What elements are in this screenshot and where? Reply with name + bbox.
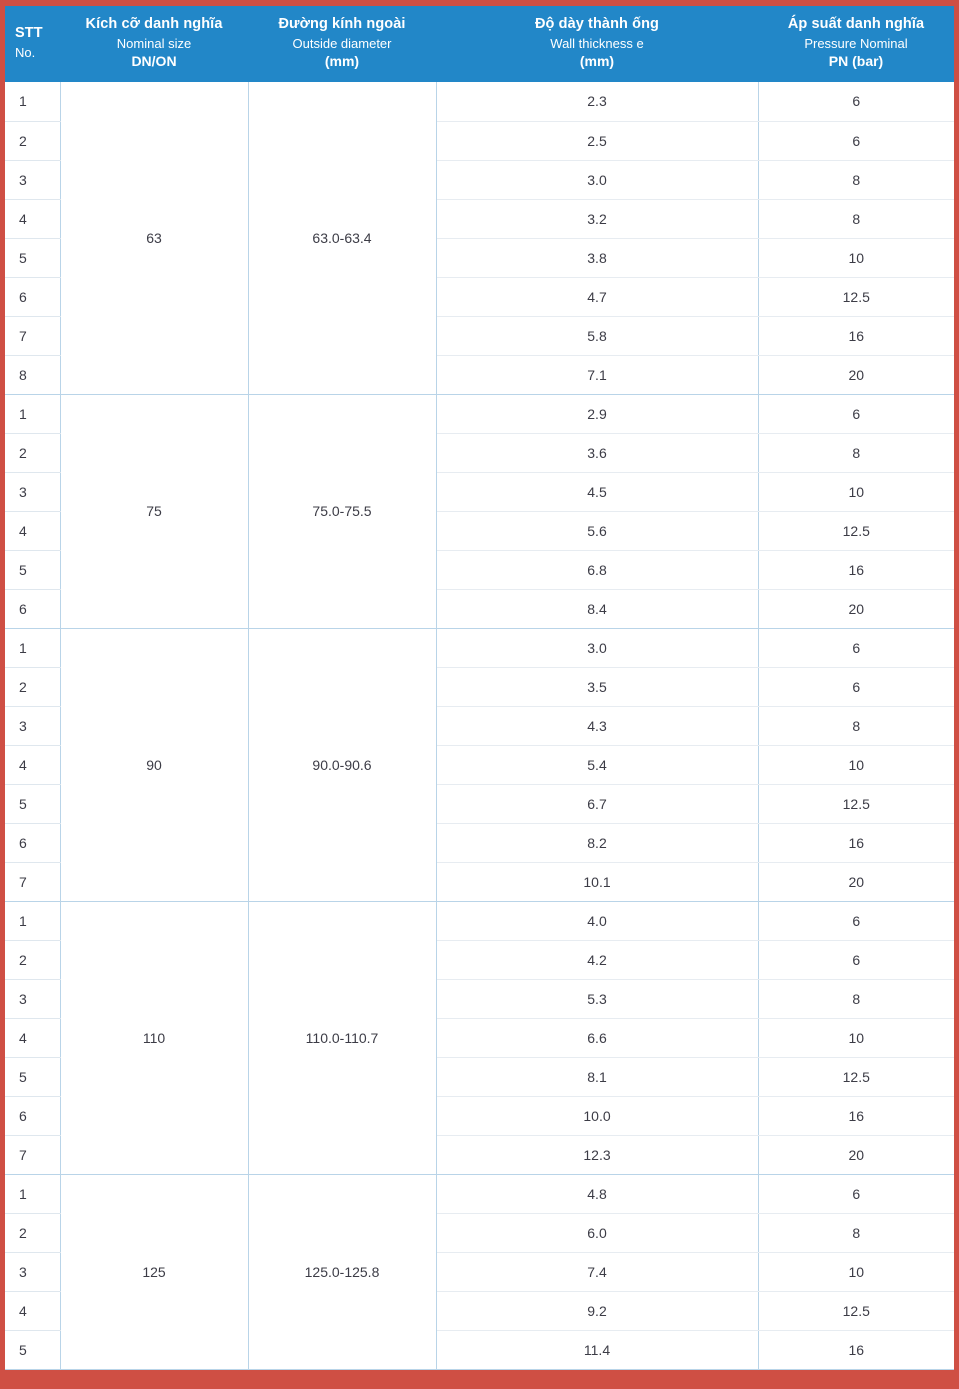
table-body	[5, 82, 954, 1369]
column-header-nominal-size-en: Nominal size	[116, 35, 192, 51]
cell-pressure-nominal: 16	[758, 1096, 954, 1135]
cell-no: 7	[5, 1135, 60, 1174]
cell-wall-thickness: 12.3	[436, 1135, 758, 1174]
table-row	[5, 394, 954, 433]
cell-pressure-nominal: 20	[758, 862, 954, 901]
cell-pressure-nominal: 16	[758, 550, 954, 589]
cell-wall-thickness: 4.0	[436, 901, 758, 940]
cell-pressure-nominal: 10	[758, 745, 954, 784]
table-row	[5, 82, 954, 121]
column-header-stt-en: No.	[15, 45, 36, 60]
cell-wall-thickness: 3.8	[436, 238, 758, 277]
cell-wall-thickness: 5.6	[436, 511, 758, 550]
cell-wall-thickness: 6.6	[436, 1018, 758, 1057]
cell-wall-thickness: 8.1	[436, 1057, 758, 1096]
pipe-specification-table	[5, 6, 954, 1370]
cell-pressure-nominal: 8	[758, 979, 954, 1018]
cell-pressure-nominal: 16	[758, 1330, 954, 1369]
cell-nominal-size: 110	[60, 901, 248, 1174]
table-row	[5, 901, 954, 940]
cell-no: 6	[5, 277, 60, 316]
cell-pressure-nominal: 12.5	[758, 784, 954, 823]
cell-outside-diameter: 125.0-125.8	[248, 1174, 436, 1369]
cell-pressure-nominal: 20	[758, 355, 954, 394]
cell-wall-thickness: 5.3	[436, 979, 758, 1018]
cell-pressure-nominal: 12.5	[758, 511, 954, 550]
table-header	[5, 6, 954, 82]
column-header-stt	[5, 6, 60, 82]
cell-no: 7	[5, 862, 60, 901]
cell-wall-thickness: 2.9	[436, 394, 758, 433]
column-header-wall-thickness	[436, 6, 758, 82]
cell-pressure-nominal: 10	[758, 1018, 954, 1057]
cell-nominal-size: 75	[60, 394, 248, 628]
table-row	[5, 628, 954, 667]
cell-no: 2	[5, 667, 60, 706]
cell-pressure-nominal: 10	[758, 472, 954, 511]
cell-outside-diameter: 110.0-110.7	[248, 901, 436, 1174]
cell-no: 5	[5, 1330, 60, 1369]
column-header-pressure-nominal-unit: PN (bar)	[828, 53, 884, 70]
column-header-nominal-size-unit: DN/ON	[131, 53, 177, 70]
cell-no: 3	[5, 160, 60, 199]
table-row	[5, 1174, 954, 1213]
column-header-pressure-nominal-en: Pressure Nominal	[804, 35, 908, 51]
column-header-outside-diameter-vi: Đường kính ngoài	[278, 16, 406, 32]
cell-no: 2	[5, 940, 60, 979]
cell-wall-thickness: 5.4	[436, 745, 758, 784]
cell-wall-thickness: 4.3	[436, 706, 758, 745]
cell-pressure-nominal: 6	[758, 940, 954, 979]
cell-wall-thickness: 10.1	[436, 862, 758, 901]
cell-no: 2	[5, 121, 60, 160]
cell-wall-thickness: 3.6	[436, 433, 758, 472]
cell-pressure-nominal: 8	[758, 433, 954, 472]
cell-wall-thickness: 3.5	[436, 667, 758, 706]
cell-wall-thickness: 6.8	[436, 550, 758, 589]
cell-no: 4	[5, 1018, 60, 1057]
cell-nominal-size: 63	[60, 82, 248, 394]
cell-pressure-nominal: 16	[758, 316, 954, 355]
column-header-wall-thickness-en: Wall thickness e	[550, 35, 644, 51]
cell-no: 4	[5, 199, 60, 238]
cell-wall-thickness: 3.0	[436, 160, 758, 199]
cell-no: 1	[5, 394, 60, 433]
cell-wall-thickness: 6.7	[436, 784, 758, 823]
cell-pressure-nominal: 8	[758, 199, 954, 238]
cell-no: 5	[5, 784, 60, 823]
cell-wall-thickness: 8.4	[436, 589, 758, 628]
cell-no: 5	[5, 550, 60, 589]
header-row	[5, 6, 954, 82]
cell-no: 2	[5, 1213, 60, 1252]
cell-wall-thickness: 7.4	[436, 1252, 758, 1291]
cell-wall-thickness: 4.8	[436, 1174, 758, 1213]
cell-wall-thickness: 4.5	[436, 472, 758, 511]
cell-no: 1	[5, 628, 60, 667]
column-header-wall-thickness-unit: (mm)	[579, 53, 615, 70]
cell-no: 4	[5, 511, 60, 550]
cell-nominal-size: 90	[60, 628, 248, 901]
column-header-pressure-nominal	[758, 6, 954, 82]
cell-pressure-nominal: 12.5	[758, 277, 954, 316]
cell-no: 1	[5, 82, 60, 121]
cell-wall-thickness: 11.4	[436, 1330, 758, 1369]
cell-pressure-nominal: 6	[758, 901, 954, 940]
column-header-outside-diameter-en: Outside diameter	[292, 35, 392, 51]
cell-wall-thickness: 3.0	[436, 628, 758, 667]
cell-no: 1	[5, 901, 60, 940]
cell-pressure-nominal: 8	[758, 1213, 954, 1252]
column-header-nominal-size-vi: Kích cỡ danh nghĩa	[85, 16, 223, 32]
cell-wall-thickness: 8.2	[436, 823, 758, 862]
cell-pressure-nominal: 8	[758, 160, 954, 199]
cell-wall-thickness: 3.2	[436, 199, 758, 238]
cell-outside-diameter: 90.0-90.6	[248, 628, 436, 901]
cell-no: 6	[5, 589, 60, 628]
column-header-wall-thickness-vi: Độ dày thành ống	[534, 16, 660, 32]
cell-no: 5	[5, 238, 60, 277]
cell-no: 7	[5, 316, 60, 355]
column-header-nominal-size	[60, 6, 248, 82]
cell-wall-thickness: 7.1	[436, 355, 758, 394]
column-header-stt-vi: STT	[15, 25, 43, 42]
cell-no: 5	[5, 1057, 60, 1096]
cell-pressure-nominal: 20	[758, 1135, 954, 1174]
cell-pressure-nominal: 6	[758, 394, 954, 433]
cell-no: 3	[5, 979, 60, 1018]
cell-pressure-nominal: 12.5	[758, 1057, 954, 1096]
cell-outside-diameter: 75.0-75.5	[248, 394, 436, 628]
cell-wall-thickness: 9.2	[436, 1291, 758, 1330]
cell-pressure-nominal: 6	[758, 628, 954, 667]
cell-no: 3	[5, 472, 60, 511]
cell-no: 2	[5, 433, 60, 472]
cell-wall-thickness: 2.3	[436, 82, 758, 121]
cell-outside-diameter: 63.0-63.4	[248, 82, 436, 394]
cell-no: 3	[5, 1252, 60, 1291]
cell-pressure-nominal: 10	[758, 1252, 954, 1291]
cell-wall-thickness: 10.0	[436, 1096, 758, 1135]
cell-pressure-nominal: 20	[758, 589, 954, 628]
cell-pressure-nominal: 6	[758, 82, 954, 121]
cell-wall-thickness: 6.0	[436, 1213, 758, 1252]
column-header-outside-diameter	[248, 6, 436, 82]
cell-wall-thickness: 4.7	[436, 277, 758, 316]
cell-wall-thickness: 5.8	[436, 316, 758, 355]
cell-no: 4	[5, 745, 60, 784]
cell-wall-thickness: 2.5	[436, 121, 758, 160]
cell-pressure-nominal: 16	[758, 823, 954, 862]
cell-pressure-nominal: 6	[758, 121, 954, 160]
cell-no: 1	[5, 1174, 60, 1213]
cell-no: 4	[5, 1291, 60, 1330]
column-header-outside-diameter-unit: (mm)	[324, 53, 360, 70]
cell-pressure-nominal: 12.5	[758, 1291, 954, 1330]
cell-no: 3	[5, 706, 60, 745]
cell-no: 6	[5, 1096, 60, 1135]
cell-pressure-nominal: 8	[758, 706, 954, 745]
cell-no: 8	[5, 355, 60, 394]
cell-no: 6	[5, 823, 60, 862]
cell-wall-thickness: 4.2	[436, 940, 758, 979]
cell-pressure-nominal: 10	[758, 238, 954, 277]
cell-pressure-nominal: 6	[758, 667, 954, 706]
column-header-pressure-nominal-vi: Áp suất danh nghĩa	[787, 16, 925, 32]
cell-nominal-size: 125	[60, 1174, 248, 1369]
cell-pressure-nominal: 6	[758, 1174, 954, 1213]
